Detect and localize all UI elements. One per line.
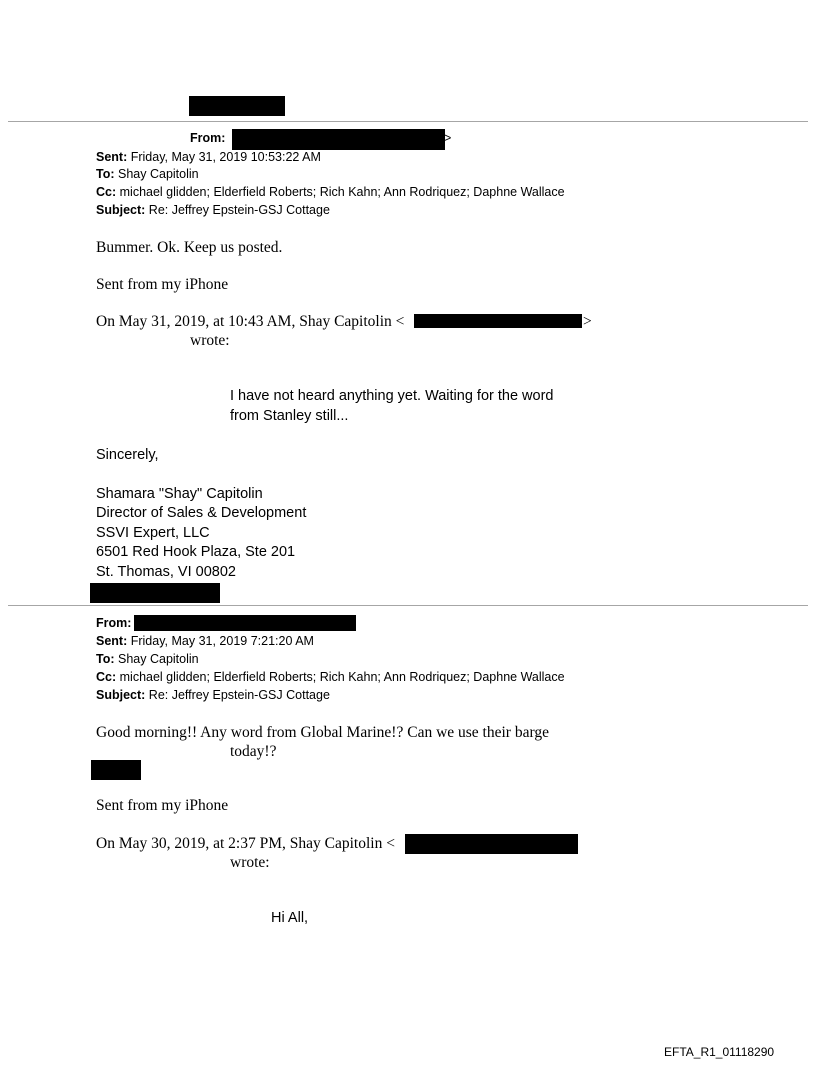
redaction-block <box>189 96 285 116</box>
signature-line: Director of Sales & Development <box>96 505 307 521</box>
cc-line: Cc: michael glidden; Elderfield Roberts; Rich Kahn; Ann Rodriquez; Daphne Wallace <box>96 670 565 684</box>
quoted-greeting: Hi All, <box>271 910 309 926</box>
quote-wrote: wrote: <box>230 854 270 871</box>
body-text: Bummer. Ok. Keep us posted. <box>96 239 283 256</box>
from-label: From: <box>190 131 226 145</box>
quoted-text: from Stanley still... <box>230 408 349 424</box>
signature-line: Shamara "Shay" Capitolin <box>96 486 263 502</box>
subject-line: Subject: Re: Jeffrey Epstein-GSJ Cottage <box>96 688 330 702</box>
signature-line: SSVI Expert, LLC <box>96 525 210 541</box>
signature-line: 6501 Red Hook Plaza, Ste 201 <box>96 544 296 560</box>
redaction-block <box>414 314 582 328</box>
sent-line: Sent: Friday, May 31, 2019 10:53:22 AM <box>96 150 321 164</box>
cc-line: Cc: michael glidden; Elderfield Roberts; Rich Kahn; Ann Rodriquez; Daphne Wallace <box>96 185 565 199</box>
quote-wrote: wrote: <box>190 332 230 349</box>
signature-line: St. Thomas, VI 00802 <box>96 564 236 580</box>
redaction-tail: > <box>444 131 452 145</box>
sent-from-text: Sent from my iPhone <box>96 276 229 293</box>
quote-intro-close: > <box>583 313 592 330</box>
body-text: today!? <box>230 743 277 760</box>
divider <box>8 121 808 122</box>
from-label: From: <box>96 616 132 630</box>
signoff: Sincerely, <box>96 447 159 463</box>
to-line: To: Shay Capitolin <box>96 167 199 181</box>
sent-line: Sent: Friday, May 31, 2019 7:21:20 AM <box>96 634 314 648</box>
to-line: To: Shay Capitolin <box>96 652 199 666</box>
redaction-block <box>232 129 445 150</box>
quoted-text: I have not heard anything yet. Waiting for the word <box>230 388 554 404</box>
quote-intro: On May 31, 2019, at 10:43 AM, Shay Capitolin < <box>96 313 405 330</box>
subject-line: Subject: Re: Jeffrey Epstein-GSJ Cottage <box>96 203 330 217</box>
redaction-block <box>134 615 356 631</box>
divider <box>8 605 808 606</box>
body-text: Good morning!! Any word from Global Marine!? Can we use their barge <box>96 724 549 741</box>
redaction-block <box>90 583 220 603</box>
redaction-block <box>405 834 578 854</box>
quote-intro: On May 30, 2019, at 2:37 PM, Shay Capitolin < <box>96 835 395 852</box>
redaction-block <box>91 760 141 780</box>
sent-from-text: Sent from my iPhone <box>96 797 229 814</box>
document-id: EFTA_R1_01118290 <box>664 1045 775 1059</box>
